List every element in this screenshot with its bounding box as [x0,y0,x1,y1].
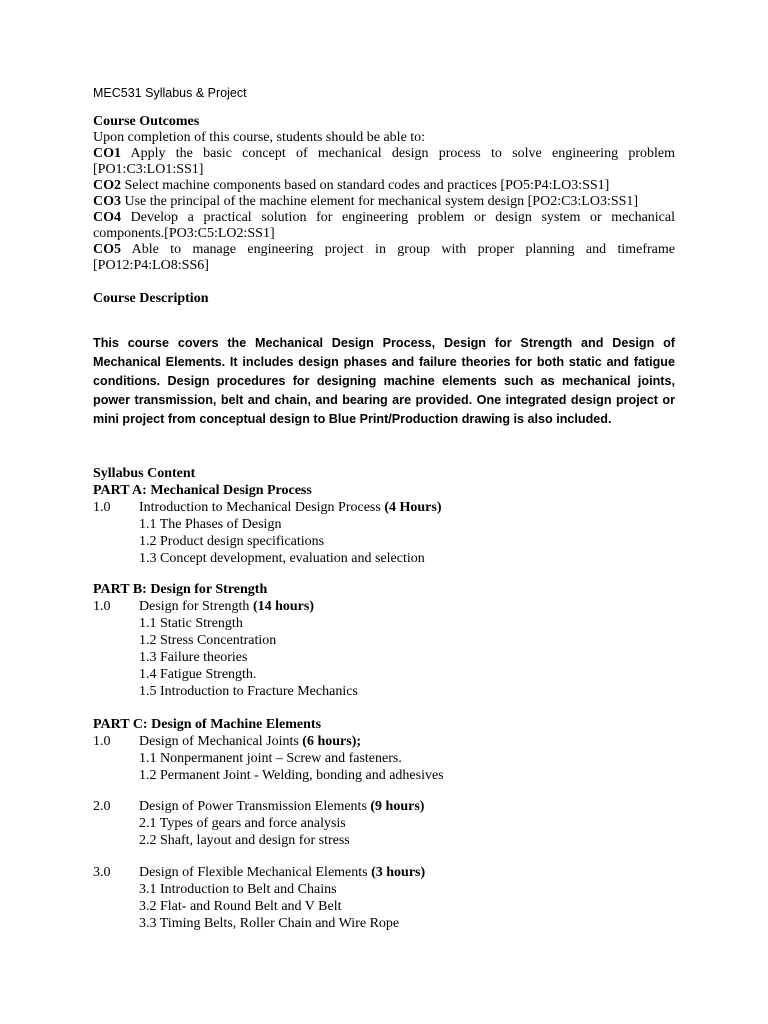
topic-number: 1.0 [93,599,111,614]
topic-hours: (9 hours) [370,799,425,814]
subtopic: 1.3 Failure theories [139,650,248,665]
topic-hours: (3 hours) [371,865,426,880]
subtopic: 1.2 Product design specifications [139,534,325,549]
subtopic: 2.1 Types of gears and force analysis [139,816,346,831]
subtopic: 1.2 Stress Concentration [139,633,277,648]
course-description-text: This course covers the Mechanical Design Process, Design for Strength and Design of Mechanical Elements. It includes design phases and failure theories for both static and fatigue conditions. Design procedures for designing machine elements such as mechanical joints, power transmission, belt and chain, and bearing are provided. One integrated design project or mini project from conceptual design to Blue Print/Production drawing is also included. [93,336,675,426]
topic-title: Design of Mechanical Joints [139,734,303,749]
course-outcomes-heading: Course Outcomes [93,114,200,129]
co-code: CO2 [93,178,121,193]
subtopic: 1.1 Static Strength [139,616,243,631]
co-code: CO4 [93,210,121,225]
subtopic: 3.2 Flat- and Round Belt and V Belt [139,899,342,914]
course-outcome-item [93,178,675,194]
topic-row [93,598,675,615]
subtopic: 3.3 Timing Belts, Roller Chain and Wire Rope [139,916,400,931]
topic-number: 2.0 [93,799,111,814]
topic-title: Design of Flexible Mechanical Elements [139,865,372,880]
subtopic: 2.2 Shaft, layout and design for stress [139,833,350,848]
topic-number: 1.0 [93,734,111,749]
syllabus-part-c [93,716,675,784]
syllabus-part-c-topic-2 [93,798,675,849]
subtopic: 1.1 Nonpermanent joint – Screw and fasteners. [139,751,402,766]
topic-number: 3.0 [93,865,111,880]
topic-title: Introduction to Mechanical Design Process [139,500,385,515]
subtopic: 1.4 Fatigue Strength. [139,667,257,682]
syllabus-heading: Syllabus Content [93,466,196,481]
topic-hours: (14 hours) [252,599,314,614]
co-text: Select machine components based on standard codes and practices [PO5:P4:LO3:SS1] [121,178,610,193]
course-description-heading: Course Description [93,291,209,306]
course-outcomes-intro: Upon completion of this course, students should be able to: [93,130,426,145]
course-outcome-item [93,194,675,210]
subtopic: 1.5 Introduction to Fracture Mechanics [139,684,358,699]
course-outcome-item [93,210,675,242]
topic-title: Design for Strength [139,599,253,614]
subtopic: 1.2 Permanent Joint - Welding, bonding and adhesives [139,768,444,783]
course-outcome-item [93,242,675,274]
subtopic: 1.3 Concept development, evaluation and selection [139,551,425,566]
syllabus-part-c-topic-3 [93,864,675,932]
topic-hours: (4 Hours) [384,500,442,515]
course-outcomes-section [93,114,675,274]
co-text: Apply the basic concept of mechanical design process to solve engineering problem [PO1:C3:LO1:SS1] [93,146,675,177]
part-title: PART B: Design for Strength [93,582,268,597]
syllabus-part-b [93,581,675,700]
co-code: CO5 [93,242,121,257]
document-title: MEC531 Syllabus & Project [93,86,247,100]
co-text: Develop a practical solution for engineering problem or design system or mechanical components.[PO3:C5:LO2:SS1] [93,210,675,241]
part-title: PART A: Mechanical Design Process [93,483,312,498]
topic-number: 1.0 [93,500,111,515]
part-title: PART C: Design of Machine Elements [93,717,322,732]
topic-hours: (6 hours); [302,734,362,749]
topic-title: Design of Power Transmission Elements [139,799,371,814]
co-code: CO1 [93,146,121,161]
co-text: Able to manage engineering project in group with proper planning and timeframe [PO12:P4:LO8:SS6] [93,242,675,273]
subtopic: 1.1 The Phases of Design [139,517,282,532]
syllabus-part-a [93,465,675,567]
topic-row [93,499,675,516]
topic-row [93,864,675,881]
topic-row [93,798,675,815]
co-code: CO3 [93,194,121,209]
course-outcome-item [93,146,675,178]
topic-row [93,733,675,750]
co-text: Use the principal of the machine element for mechanical system design [PO2:C3:LO3:SS1] [121,194,639,209]
subtopic: 3.1 Introduction to Belt and Chains [139,882,337,897]
